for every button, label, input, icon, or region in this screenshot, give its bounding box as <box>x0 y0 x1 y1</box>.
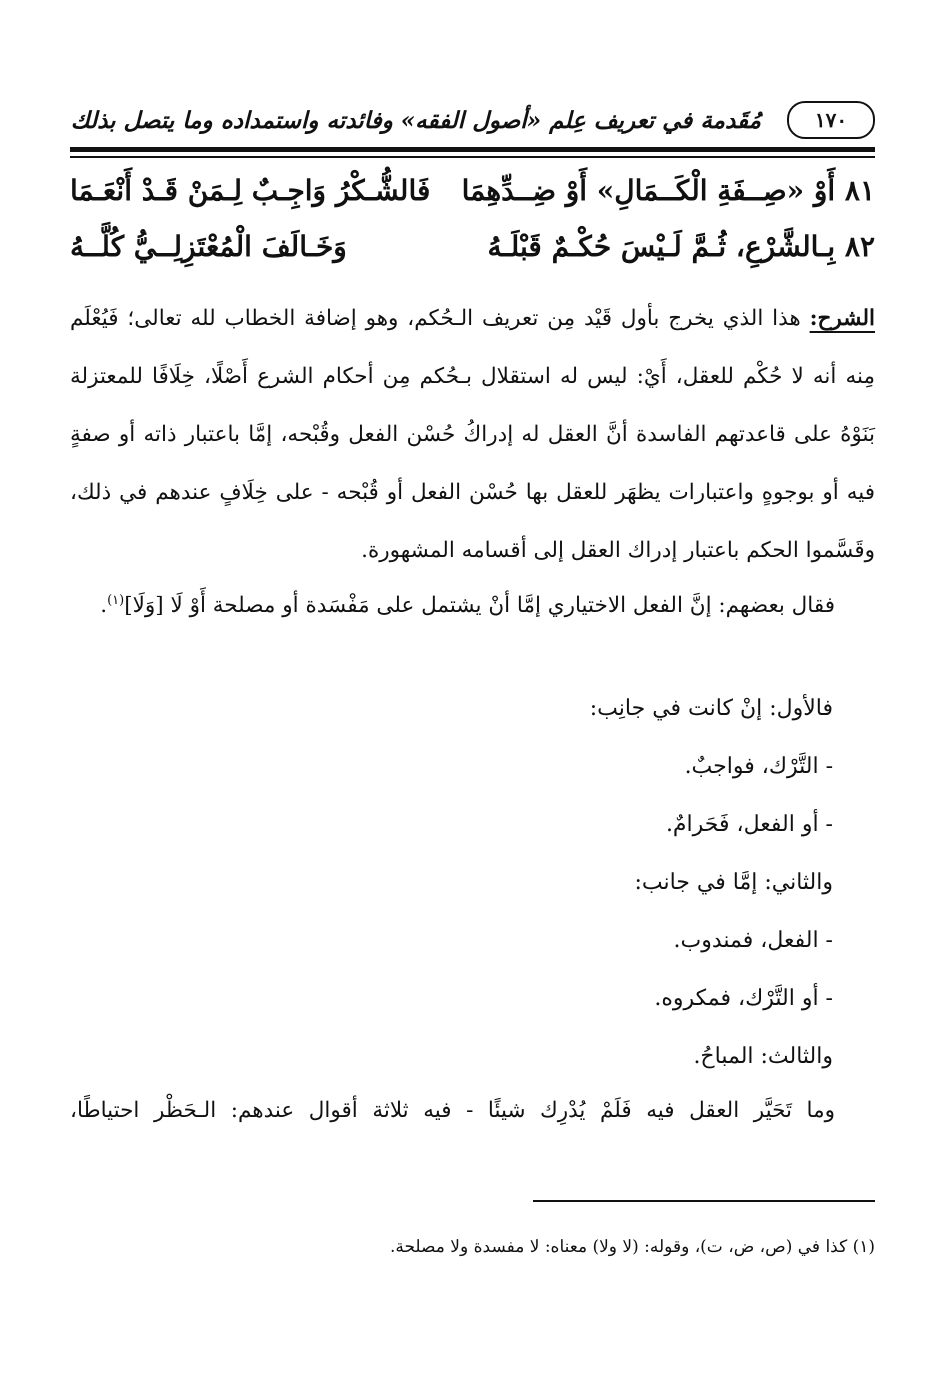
commentary-label: الشرح: <box>809 306 875 331</box>
division-text: فقال بعضهم: إنَّ الفعل الاختياري إمَّا أنْ يشتمل على مَفْسَدة أو مصلحة أَوْ لَا [وَلَا] <box>124 593 835 619</box>
closing-paragraph: وما تَحَيَّر العقل فيه فَلَمْ يُدْرِك شيئًا - فيه ثلاثة أقوال عندهم: الـحَظْر احتياطًا، <box>70 1098 835 1123</box>
list-item: - الفعل، فمندوب. <box>673 928 833 953</box>
division-paragraph <box>70 572 875 688</box>
footnote: (١) كذا في (ص، ض، ت)، وقوله: (لا ولا) معناه: لا مفسدة ولا مصلحة. <box>389 1237 875 1257</box>
header-rule-thin <box>70 156 875 158</box>
list-item: والثالث: المباحُ. <box>693 1044 833 1069</box>
verse-second-hemistich: فَالشُّـكْرُ وَاجِـبٌ لِـمَنْ قَـدْ أَنْعَـمَا <box>70 173 431 207</box>
verse-line <box>70 220 875 272</box>
verse-first-hemistich: ٨١ أَوْ «صِــفَةِ الْكَــمَالِ» أَوْ ضِــدِّهِمَا <box>461 173 875 207</box>
footnote-separator <box>533 1200 875 1202</box>
footnote-reference: (١) <box>107 593 125 608</box>
commentary-text: هذا الذي يخرج بأول قَيْد مِن تعريف الـحُكم، وهو إضافة الخطاب لله تعالى؛ فَيُعْلَم مِنه أنه لا حُكْم للعقل، أَيْ: ليس له استقلال بـحُكم مِن أحكام الشرع أَصْلًا، خِلَافًا للمعتزلة بَنَوْهُ على قاعدتهم الفاسدة أنَّ العقل له إدراكُ حُسْن الفعل وقُبْحه، إمَّا باعتبار ذاته أو صفةٍ فيه أو بوجوهٍ واعتبارات يظهَر للعقل بها حُسْن الفعل أو قُبْحه - على خِلَافٍ عندهم في ذلك، وقَسَّموا الحكم باعتبار إدراك العقل إلى أقسامه المشهورة. <box>70 306 875 563</box>
list-item: - أو الفعل، فَحَرامٌ. <box>665 812 833 837</box>
commentary-paragraph <box>70 290 875 580</box>
list-item: - التَّرْك، فواجبٌ. <box>684 754 833 779</box>
verse-second-hemistich: وَخَـالَفَ الْمُعْتَزِلِــيُّ كُلَّــهُ <box>70 229 347 263</box>
list-item: فالأول: إنْ كانت في جانِب: <box>589 696 833 721</box>
list-item: - أو التَّرْك، فمكروه. <box>654 986 833 1011</box>
verse-line <box>70 164 875 216</box>
verse-first-hemistich: ٨٢ بِـالشَّرْعِ، ثُـمَّ لَـيْسَ حُكْـمٌ قَبْلَـهُ <box>487 229 875 263</box>
page-header <box>70 96 875 144</box>
list-item: والثاني: إمَّا في جانب: <box>634 870 833 895</box>
page-number: ١٧٠ <box>787 101 875 139</box>
division-tail: . <box>100 593 108 619</box>
running-title: مُقَدمة في تعريف عِلم «أصول الفقه» وفائدته واستمداده وما يتصل بذلك <box>70 106 761 134</box>
header-rule-thick <box>70 147 875 152</box>
